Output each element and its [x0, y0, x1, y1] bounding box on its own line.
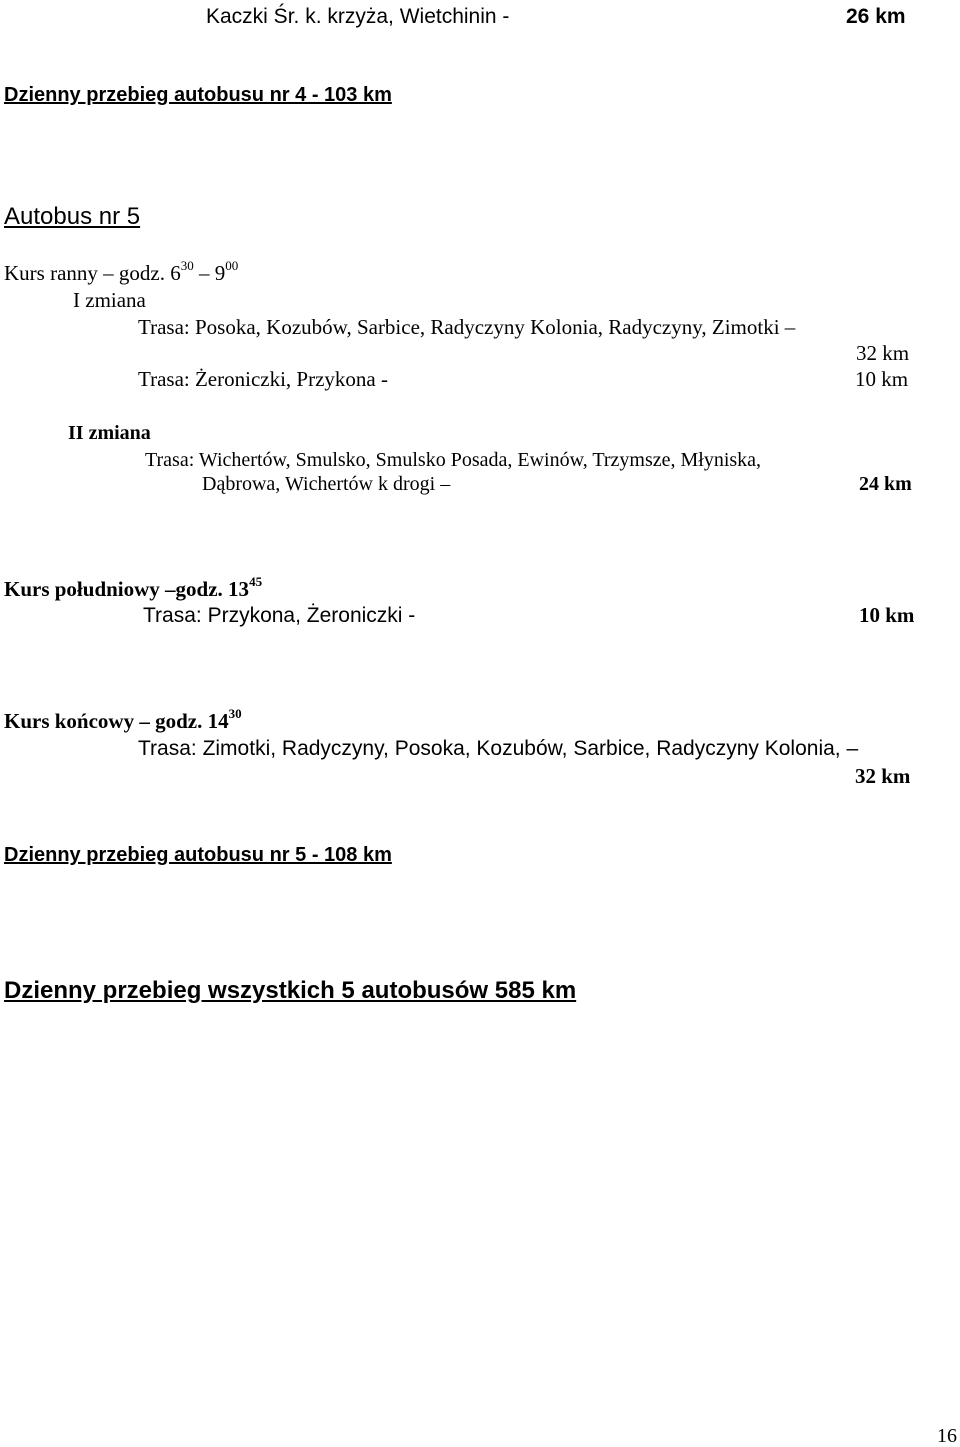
kurs-koncowy-label: Kurs końcowy – godz. 14: [4, 709, 229, 733]
kurs-poludniowy-line: [4, 574, 263, 601]
bus5-daily-total: Dzienny przebieg autobusu nr 5 - 108 km: [4, 844, 392, 866]
top-route-km: 26 km: [846, 5, 906, 28]
kurs-ranny-label: Kurs ranny – godz. 6: [4, 261, 181, 285]
all-buses-daily-total: Dzienny przebieg wszystkich 5 autobusów 585 km: [4, 977, 577, 1004]
kurs-ranny-sup2: 00: [225, 258, 239, 273]
zmiana2-route-line1: Trasa: Wichertów, Smulsko, Smulsko Posada, Ewinów, Trzymsze, Młyniska,: [145, 449, 762, 471]
top-route-text: Kaczki Śr. k. krzyża, Wietchinin -: [206, 5, 510, 28]
kurs-ranny-mid: – 9: [193, 261, 226, 285]
bus5-heading: Autobus nr 5: [4, 203, 141, 230]
zmiana2-route-line2: Dąbrowa, Wichertów k drogi –: [202, 473, 451, 495]
zmiana2-route-km: 24 km: [859, 473, 912, 495]
kurs-poludniowy-km: 10 km: [859, 603, 915, 627]
kurs-ranny-line: [4, 258, 239, 285]
zmiana1-route2-km: 10 km: [855, 367, 909, 391]
zmiana1-route2: Trasa: Żeroniczki, Przykona -: [138, 367, 388, 391]
kurs-koncowy-line: [4, 706, 242, 733]
zmiana2-label: II zmiana: [68, 422, 151, 444]
kurs-koncowy-route: Trasa: Zimotki, Radyczyny, Posoka, Kozubów, Sarbice, Radyczyny Kolonia, –: [138, 737, 859, 760]
zmiana1-label: I zmiana: [73, 288, 146, 312]
zmiana1-route1-km: 32 km: [856, 341, 910, 365]
kurs-koncowy-sup: 30: [228, 706, 242, 721]
kurs-koncowy-km: 32 km: [855, 764, 911, 788]
kurs-poludniowy-route: Trasa: Przykona, Żeroniczki -: [143, 604, 416, 627]
kurs-poludniowy-sup: 45: [249, 574, 263, 589]
kurs-poludniowy-label: Kurs południowy –godz. 13: [4, 577, 250, 601]
page-number: 16: [937, 1425, 957, 1447]
bus4-daily-total: Dzienny przebieg autobusu nr 4 - 103 km: [4, 84, 392, 106]
zmiana1-route1: Trasa: Posoka, Kozubów, Sarbice, Radyczyny Kolonia, Radyczyny, Zimotki –: [138, 315, 796, 339]
kurs-ranny-sup1: 30: [180, 258, 194, 273]
